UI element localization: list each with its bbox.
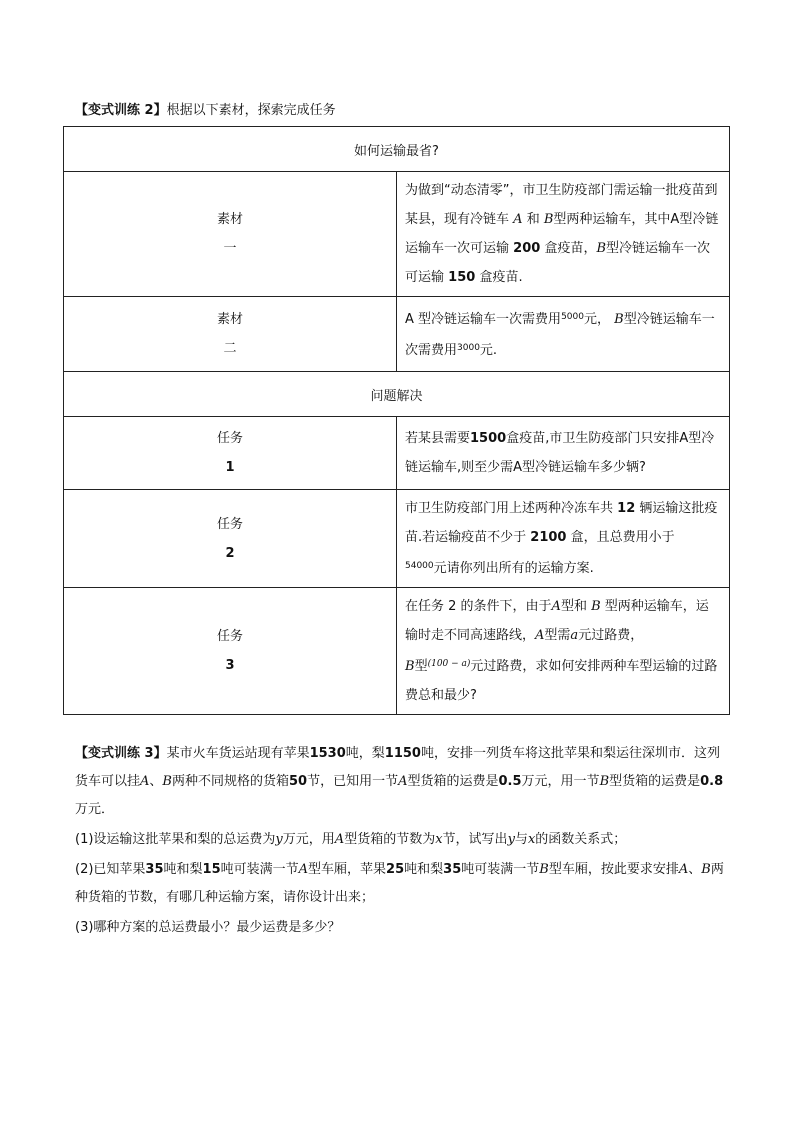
material-1-label: 素材 一	[64, 172, 397, 297]
exercise-2-heading	[75, 101, 336, 121]
task-2-label: 任务 2	[64, 490, 397, 588]
exercise-3	[75, 740, 725, 944]
exercise-2-label: 【变式训练 2】	[75, 103, 167, 118]
task-table	[63, 126, 730, 715]
task-2-row	[64, 490, 730, 588]
material-2-row	[64, 297, 730, 372]
table-title: 如何运输最省?	[64, 127, 730, 172]
table-title-row	[64, 127, 730, 172]
problem-title-row	[64, 372, 730, 417]
task-1-row	[64, 417, 730, 490]
task-1-label: 任务 1	[64, 417, 397, 490]
question-3: (3)哪种方案的总运费最小？最少运费是多少？	[75, 920, 341, 935]
problem-title: 问题解决	[64, 372, 730, 417]
task-2-text: 市卫生防疫部门用上述两种冷冻车共 12 辆运输这批疫苗.若运输疫苗不少于 2100 盒，且总费用小于 $^{54000}$元请你列出所有的运输方案.	[397, 490, 730, 588]
material-2-text: A 型冷链运输车一次需费用$^{5000}$元， B型冷链运输车一次需费用$^{3000}$元.	[397, 297, 730, 372]
task-1-text: 若某县需要1500盒疫苗,市卫生防疫部门只安排A型冷链运输车,则至少需A型冷链运输车多少辆?	[397, 417, 730, 490]
material-1-text: 为做到“动态清零”，市卫生防疫部门需运输一批疫苗到某县，现有冷链车 A 和 B型两种运输车，其中A型冷链运输车一次可运输 200 盒疫苗，B型冷链运输车一次可运输 150 盒疫苗.	[397, 172, 730, 297]
task-3-text: 在任务 2 的条件下，由于A型和 B 型两种运输车，运输时走不同高速路线，A型需a元过路费， B型$^{(100 - a)}$元过路费，求如何安排两种车型运输的过路费总和最少?	[397, 588, 730, 715]
exercise-2-intro: 根据以下素材，探索完成任务	[166, 103, 336, 118]
exercise-3-label: 【变式训练 3】	[75, 746, 167, 761]
material-1-row	[64, 172, 730, 297]
material-2-label: 素材 二	[64, 297, 397, 372]
question-1: (1)设运输这批苹果和梨的总运费为y万元，用A型货箱的节数为x节，试写出y与x的函数关系式；	[75, 832, 627, 847]
exercise-3-stem: 【变式训练 3】某市火车货运站现有苹果1530吨，梨1150吨，安排一列货车将这批苹果和梨运往深圳市．这列货车可以挂A、B两种不同规格的货箱50节，已知用一节A型货箱的运费是0.5万元，用一节B型货箱的运费是0.8万元．	[75, 746, 724, 817]
task-3-row	[64, 588, 730, 715]
question-2: (2)已知苹果35吨和梨15吨可装满一节A型车厢，苹果25吨和梨35吨可装满一节B型车厢，按此要求安排A、B两种货箱的节数，有哪几种运输方案，请你设计出来；	[75, 862, 724, 905]
task-3-label: 任务 3	[64, 588, 397, 715]
